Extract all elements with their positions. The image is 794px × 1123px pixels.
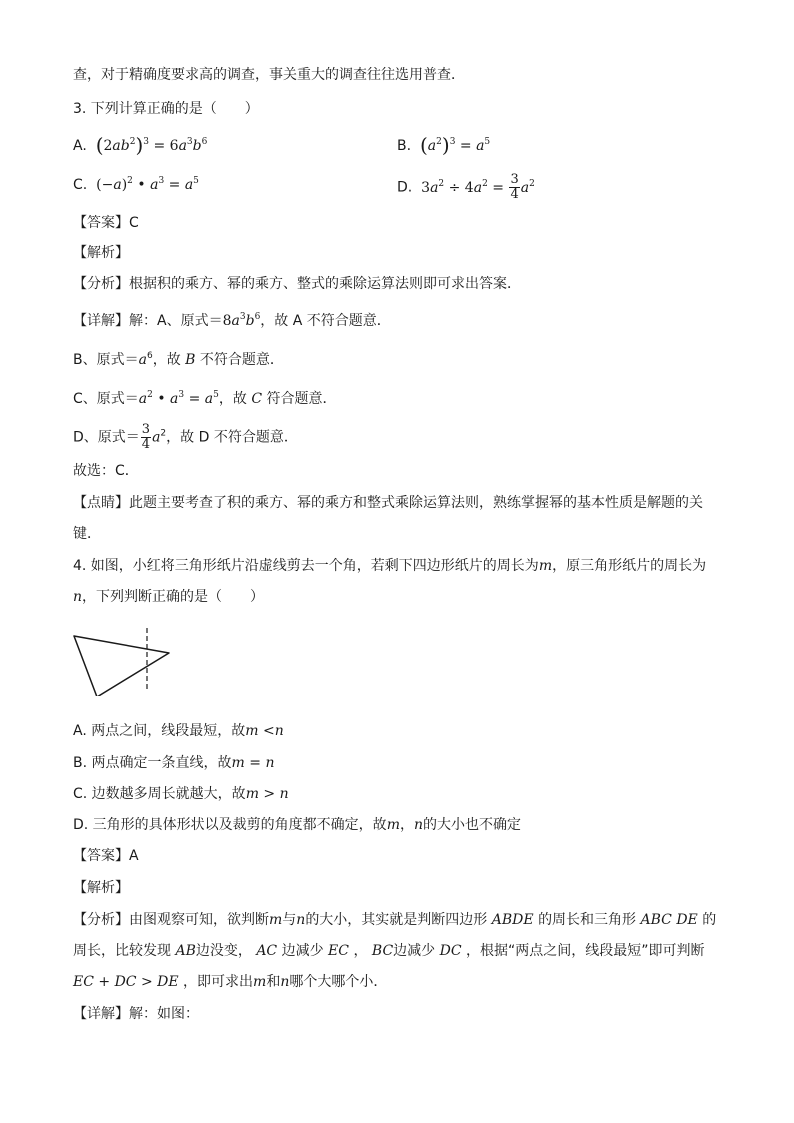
detail-3-b: B、原式$=a^6$，故 B 不符合题意． (73, 351, 284, 368)
analysis-4-line3: EC + DC > DE ，即可求出m和n哪个大哪个小． (73, 974, 388, 990)
option-d: D. $3a^2 \div 4a^2$ = $\frac{3}{4}$ $a^2$ (397, 172, 535, 202)
question-4-stem-line2: n，下列判断正确的是（ ） (73, 589, 265, 605)
answer-3: 【答案】C (73, 215, 139, 231)
detail-3-d: D、原式＝ $\frac{3}{4}$ $a^2$，故 D 不符合题意． (73, 422, 298, 452)
detail-3-c: C、原式$=a^2$ • $a^3 = a^5$，故 C 符合题意． (73, 390, 337, 407)
comment-3-line1: 【点睛】此题主要考查了积的乘方、幂的乘方和整式乘除运算法则，熟练掌握幂的基本性质是解题的关 (73, 495, 703, 511)
analysis-3: 【分析】根据积的乘方、幂的乘方、整式的乘除运算法则即可求出答案． (73, 276, 521, 292)
option-4d: D. 三角形的具体形状以及裁剪的角度都不确定，故m，n的大小也不确定 (73, 817, 521, 833)
detail-4: 【详解】解：如图： (73, 1006, 199, 1022)
analysis-heading-4: 【解析】 (73, 880, 129, 896)
text-line: 查，对于精确度要求高的调查，事关重大的调查往往选用普查． (73, 67, 465, 83)
comment-3-line2: 键． (73, 526, 101, 542)
answer-4: 【答案】A (73, 848, 139, 864)
detail-3-a: 【详解】解：A、原式$=8a^3b^6$，故 A 不符合题意． (73, 312, 391, 329)
triangle-shape (74, 636, 169, 696)
choice-3: 故选：C． (73, 463, 139, 479)
option-a: A. $(2ab^2)^3 = 6a^3b^6$ (73, 133, 208, 157)
triangle-figure (70, 626, 180, 696)
option-4c: C. 边数越多周长就越大，故m > n (73, 786, 289, 802)
question-3-stem: 3. 下列计算正确的是（ ） (73, 101, 259, 117)
analysis-heading-3: 【解析】 (73, 245, 129, 261)
analysis-4-line2: 周长，比较发现 AB边没变， AC 边减少 EC ， BC边减少 DC ，根据“两点之间，线段最短”即可判断 (73, 943, 705, 959)
option-b: B. $(a^2)^3 = a^5$ (397, 133, 491, 157)
option-4b: B. 两点确定一条直线，故m = n (73, 755, 275, 771)
analysis-4-line1: 【分析】由图观察可知，欲判断m与n的大小，其实就是判断四边形 ABDE 的周长和三角形 ABC DE 的 (73, 912, 717, 928)
option-4a: A. 两点之间，线段最短，故m <n (73, 723, 284, 739)
question-4-stem-line1: 4. 如图，小红将三角形纸片沿虚线剪去一个角，若剩下四边形纸片的周长为m，原三角形纸片的周长为 (73, 558, 707, 574)
option-c: C. $(-a)^2$ • $a^3 = a^5$ (73, 176, 199, 193)
